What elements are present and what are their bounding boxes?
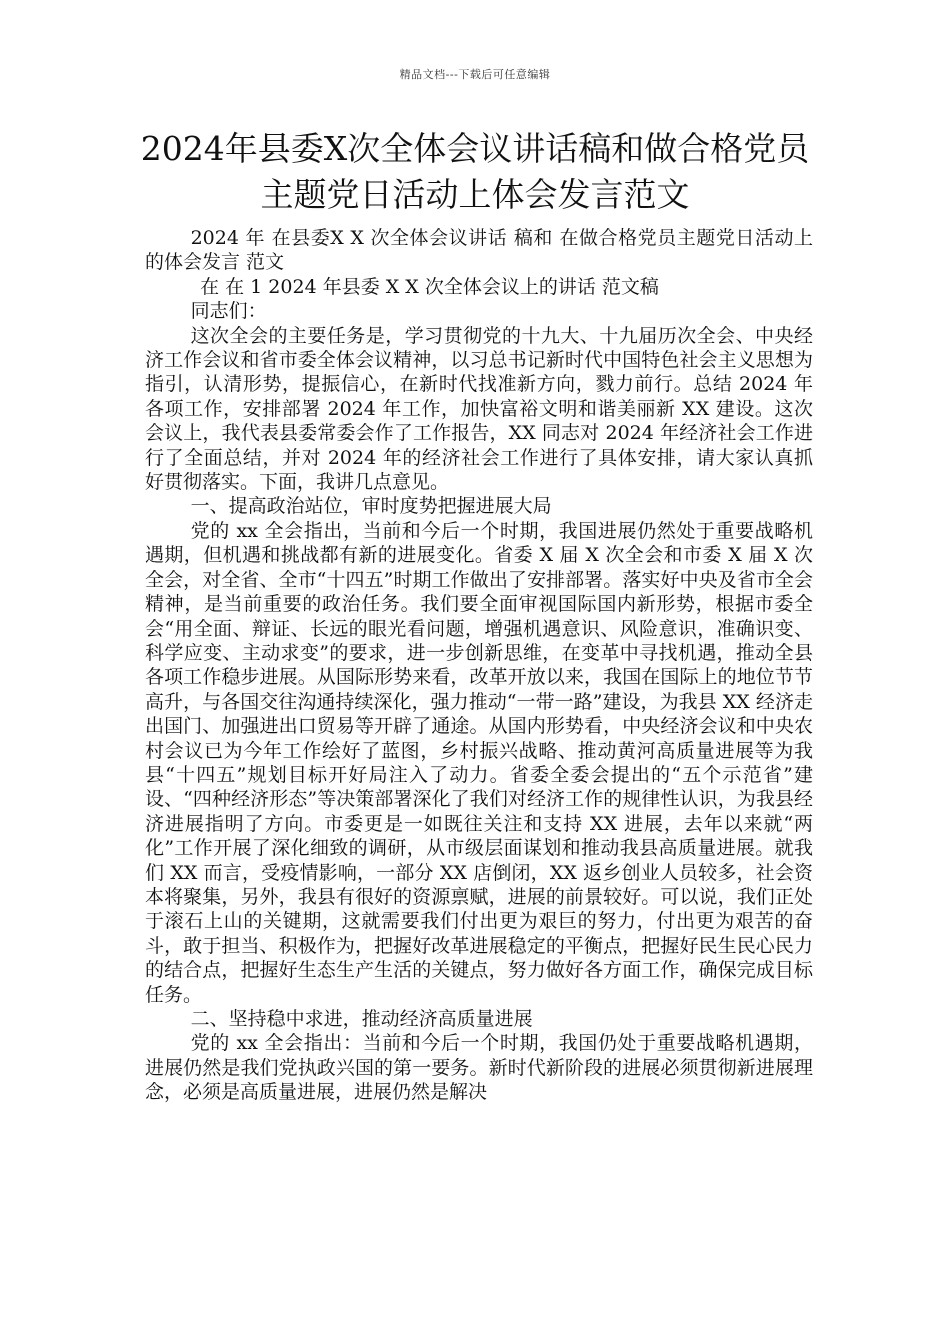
section-heading: 二、坚持稳中求进，推动经济高质量进展 xyxy=(190,1008,533,1030)
section-heading: 一、提高政治站位，审时度势把握进展大局 xyxy=(190,495,552,518)
speech-heading: 在 在 1 2024 年县委 X X 次全体会议上的讲话 范文稿 xyxy=(200,275,659,298)
header-note: 精品文档---下载后可任意编辑 xyxy=(399,68,551,81)
body-paragraph: 这次全会的主要任务是，学习贯彻党的十九大、十九届历次全会、中央经济工作会议和省市委全体会议精神，以习总书记新时代中国特色社会主义思想为指引，认清形势，提振信心，在新时代找准新方向，戮力前行。总结 2024 年各项工作，安排部署 2024 年工作，加快富裕文明和谐美丽新 XX 建设。这次会议上，我代表县委常委会作了工作报告，XX 同志对 2024 年经济社会工作进行了全面总结，并对 2024 年的经济社会工作进行了具体安排，请大家认真抓好贯彻落实。下面，我讲几点意见。 xyxy=(145,324,813,494)
body-paragraph: 党的 xx 全会指出，当前和今后一个时期，我国进展仍然处于重要战略机遇期，但机遇和挑战都有新的进展变化。省委 X 届 X 次全会和市委 X 届 X 次全会，对全省、全市“十四五”时期工作做出了安排部署。落实好中央及省市全会精神，是当前重要的政治任务。我们要全面审视国际国内新形势，根据市委全会“用全面、辩证、长远的眼光看问题，增强机遇意识、风险意识，准确识变、科学应变、主动求变”的要求，进一步创新思维，在变革中寻找机遇，推动全县各项工作稳步进展。从国际形势来看，改革开放以来，我国在国际上的地位节节高升，与各国交往沟通持续深化，强力推动“一带一路”建设，为我县 XX 经济走出国门、加强进出口贸易等开辟了通途。从国内形势看，中央经济会议和中央农村会议已为今年工作绘好了蓝图，乡村振兴战略、推动黄河高质量进展等为我县“十四五”规划目标开好局注入了动力。省委全委会提出的“五个示范省”建设、“四种经济形态”等决策部署深化了我们对经济工作的规律性认识，为我县经济进展指明了方向。市委更是一如既往关注和支持 XX 进展，去年以来就“两化”工作开展了深化细致的调研，从市级层面谋划和推动我县高质量进展。就我们 XX 而言，受疫情影响，一部分 XX 店倒闭，XX 返乡创业人员较多，社会资本将聚集，另外，我县有很好的资源禀赋，进展的前景较好。可以说，我们正处于滚石上山的关键期，这就需要我们付出更为艰巨的努力，付出更为艰苦的奋斗，敢于担当、积极作为，把握好改革进展稳定的平衡点，把握好民生民心民力的结合点，把握好生态生产生活的关键点，努力做好各方面工作，确保完成目标任务。 xyxy=(145,519,813,1006)
document-body xyxy=(145,226,813,1105)
subtitle-paragraph: 2024 年 在县委X X 次全体会议讲话 稿和 在做合格党员主题党日活动上的体会发言 范文 xyxy=(145,227,813,274)
body-paragraph: 党的 xx 全会指出：当前和今后一个时期，我国仍处于重要战略机遇期，进展仍然是我们党执政兴国的第一要务。新时代新阶段的进展必须贯彻新进展理念，必须是高质量进展，进展仍然是解决 xyxy=(145,1032,813,1104)
document-title: 2024年县委X次全体会议讲话稿和做合格党员主题党日活动上体会发言范文 xyxy=(140,129,810,214)
salutation: 同志们： xyxy=(190,300,267,323)
